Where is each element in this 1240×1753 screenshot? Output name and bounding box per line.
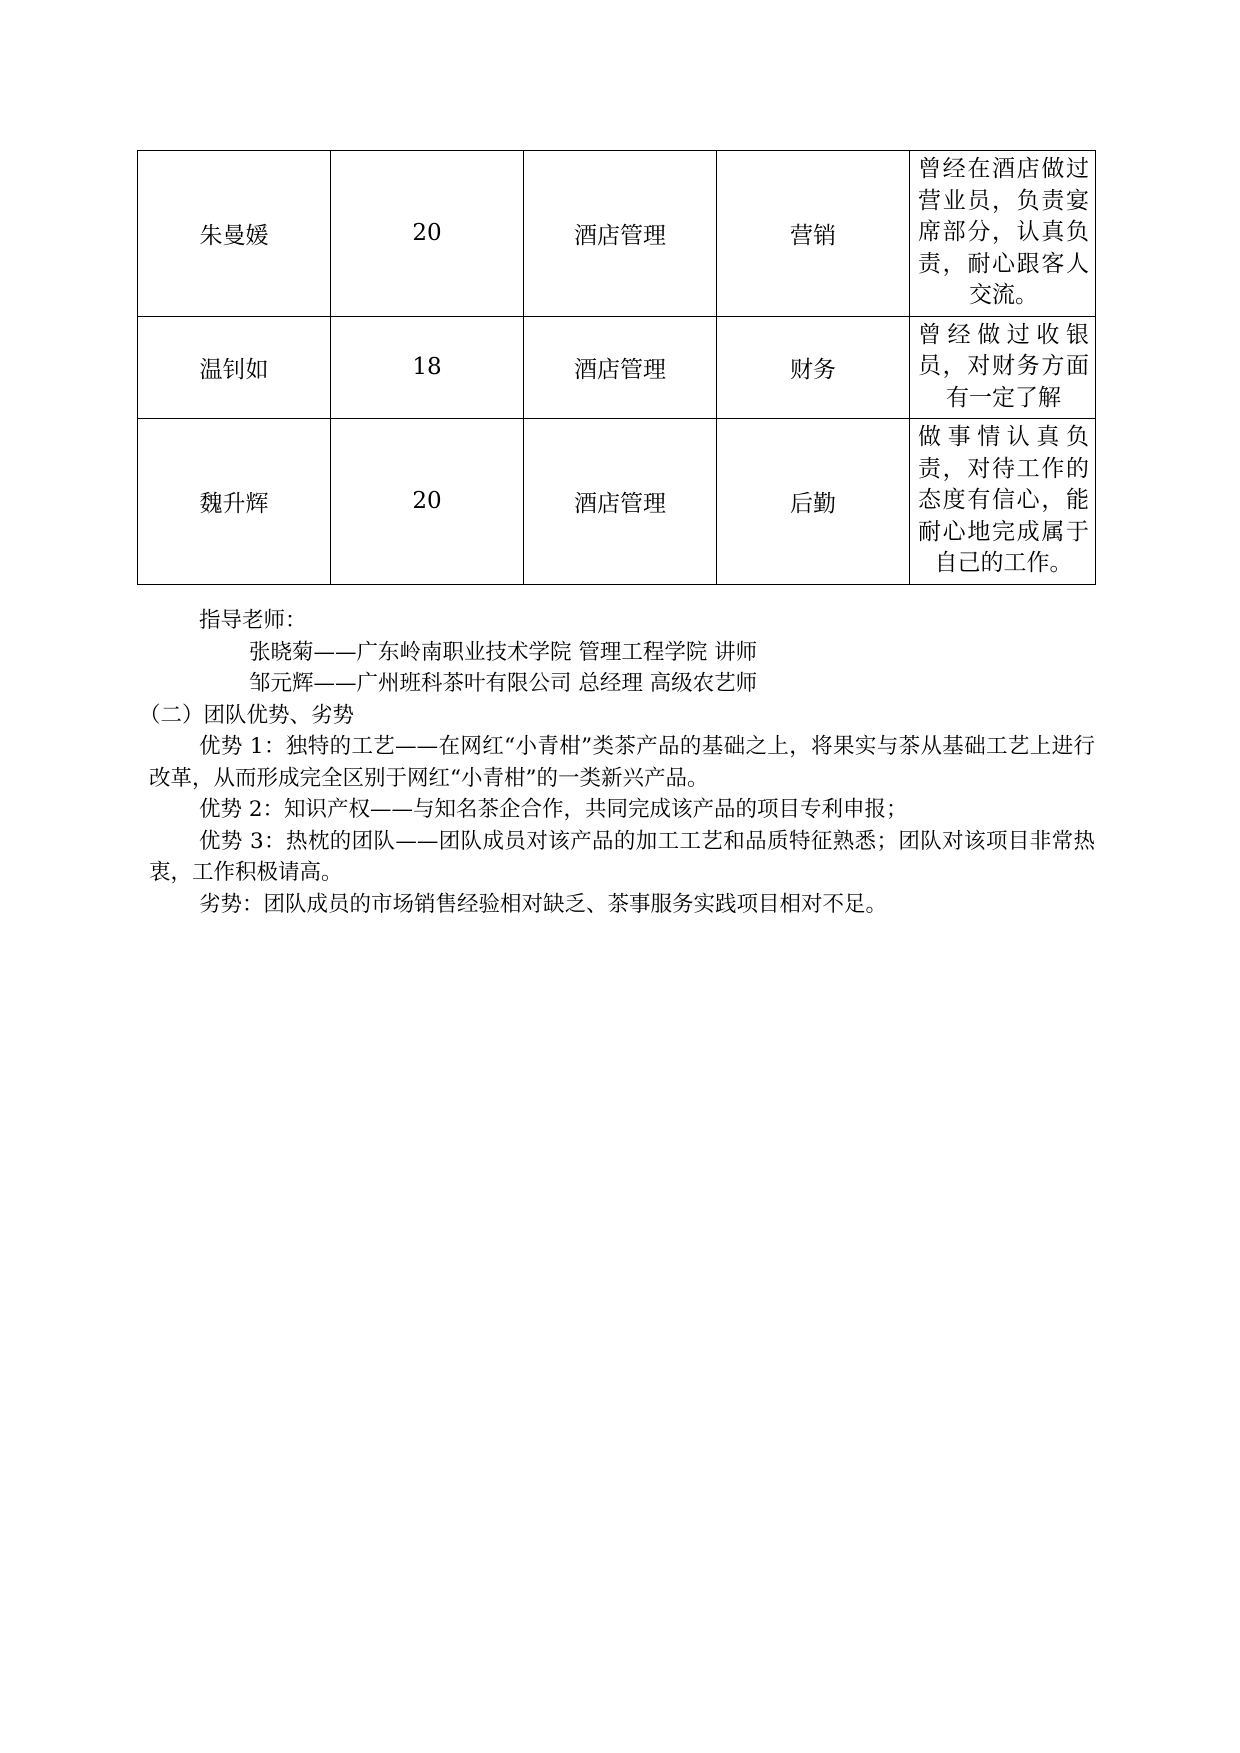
advisor-item: 张晓菊——广东岭南职业技术学院 管理工程学院 讲师: [249, 639, 758, 665]
table-row: [138, 316, 1096, 419]
member-age: 20: [331, 419, 524, 585]
advantage-paragraph: 优势 1：独特的工艺——在网红“小青柑”类茶产品的基础之上，将果实与茶从基础工艺上进行改革，从而形成完全区别于网红“小青柑”的一类新兴产品。: [149, 734, 1095, 791]
member-role: 财务: [717, 316, 910, 419]
advisors-heading: 指导老师：: [199, 608, 307, 633]
section-title: （二）团队优势、劣势: [139, 702, 355, 728]
table-row: [138, 151, 1096, 317]
member-age: 18: [331, 316, 524, 419]
member-note: 曾经在酒店做过营业员，负责宴席部分，认真负责，耐心跟客人交流。: [910, 151, 1096, 317]
member-role: 营销: [717, 151, 910, 317]
member-role: 后勤: [717, 419, 910, 585]
advantage-paragraph: 优势 3：热枕的团队——团队成员对该产品的加工工艺和品质特征熟悉；团队对该项目非常热衷，工作积极请高。: [149, 828, 1095, 885]
member-name: 魏升辉: [138, 419, 331, 585]
advisor-item: 邹元辉——广州班科茶叶有限公司 总经理 高级农艺师: [249, 671, 758, 696]
member-name: 朱曼媛: [138, 151, 331, 317]
member-note: 曾经做过收银员，对财务方面有一定了解: [910, 316, 1096, 419]
member-major: 酒店管理: [524, 316, 717, 419]
disadvantage-paragraph: 劣势：团队成员的市场销售经验相对缺乏、茶事服务实践项目相对不足。: [199, 891, 888, 917]
body-text: [139, 605, 1095, 920]
member-name: 温钊如: [138, 316, 331, 419]
advantage-paragraph: 优势 2：知识产权——与知名茶企合作，共同完成该产品的项目专利申报；: [199, 797, 908, 822]
member-note: 做事情认真负责，对待工作的态度有信心，能耐心地完成属于自己的工作。: [910, 419, 1096, 585]
table-row: [138, 419, 1096, 585]
member-major: 酒店管理: [524, 419, 717, 585]
team-members-table: [137, 150, 1096, 585]
member-age: 20: [331, 151, 524, 317]
member-major: 酒店管理: [524, 151, 717, 317]
